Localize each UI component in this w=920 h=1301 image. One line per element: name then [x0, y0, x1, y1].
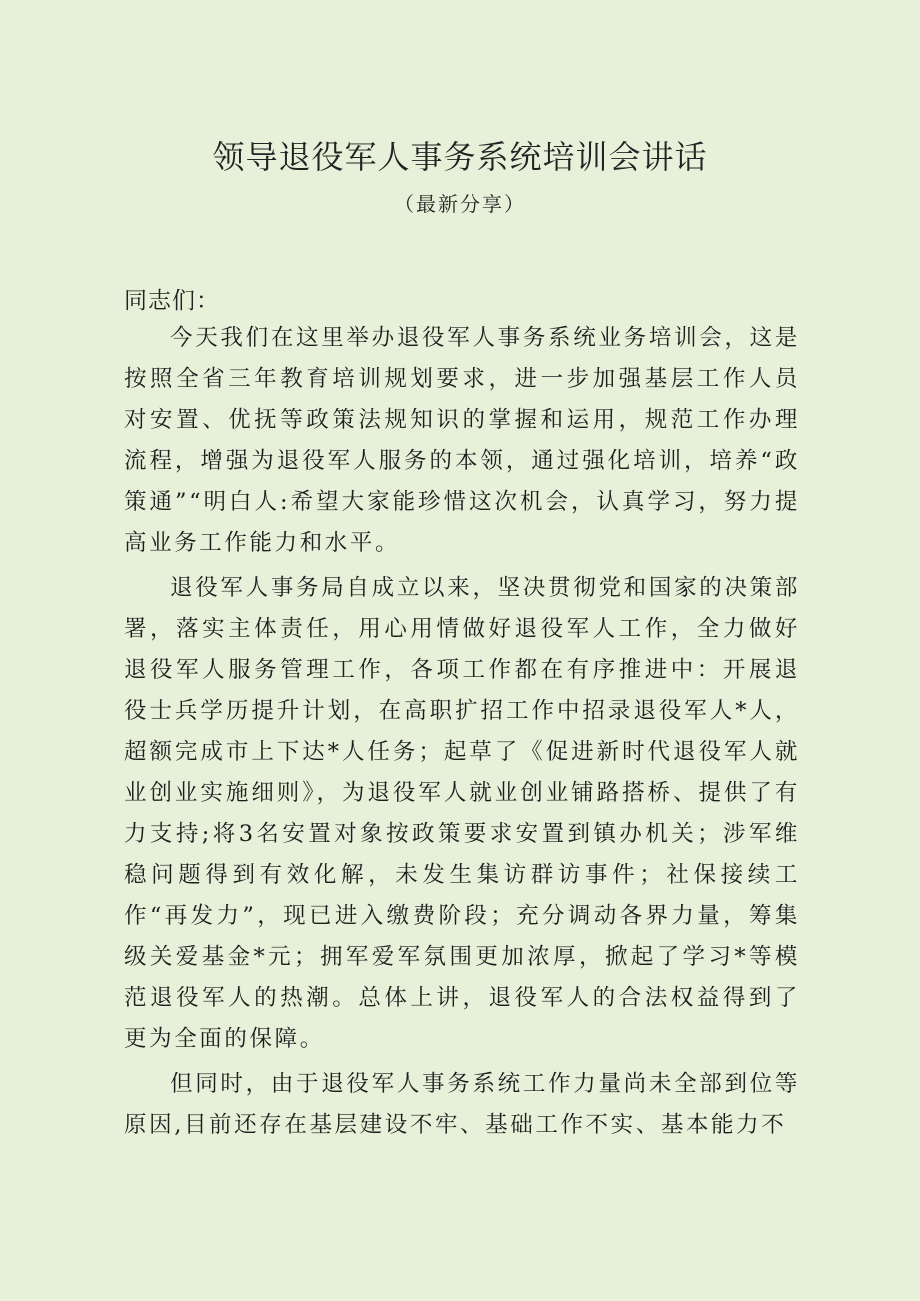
paragraph-2: 退役军人事务局自成立以来，坚决贯彻党和国家的决策部署，落实主体责任，用心用情做好退役军人工作，全力做好退役军人服务管理工作，各项工作都在有序推进中：开展退役士兵学历提升计划，在高职扩招工作中招录退役军人*人，超额完成市上下达*人任务；起草了《促进新时代退役军人就业创业实施细则》，为退役军人就业创业铺路搭桥、提供了有力支持;将3名安置对象按政策要求安置到镇办机关；涉军维稳问题得到有效化解，未发生集访群访事件；社保接续工作“再发力”，现已进入缴费阶段；充分调动各界力量，筹集级关爱基金*元；拥军爱军氛围更加浓厚，掀起了学习*等模范退役军人的热潮。总体上讲，退役军人的合法权益得到了更为全面的保障。	[124, 575, 800, 1052]
document-subtitle: （最新分享）	[394, 192, 526, 216]
document-title: 领导退役军人事务系统培训会讲话	[212, 138, 708, 176]
paragraph-1: 今天我们在这里举办退役军人事务系统业务培训会，这是按照全省三年教育培训规划要求，进一步加强基层工作人员对安置、优抚等政策法规知识的掌握和运用，规范工作办理流程，增强为退役军人服务的本领，通过强化培训，培养“政策通”“明白人:希望大家能珍惜这次机会，认真学习，努力提高业务工作能力和水平。	[124, 325, 800, 556]
salutation: 同志们：	[124, 288, 220, 314]
paragraph-3: 但同时，由于退役军人事务系统工作力量尚未全部到位等原因,目前还存在基层建设不牢、基础工作不实、基本能力不	[124, 1071, 800, 1138]
speech-body	[124, 318, 800, 1150]
